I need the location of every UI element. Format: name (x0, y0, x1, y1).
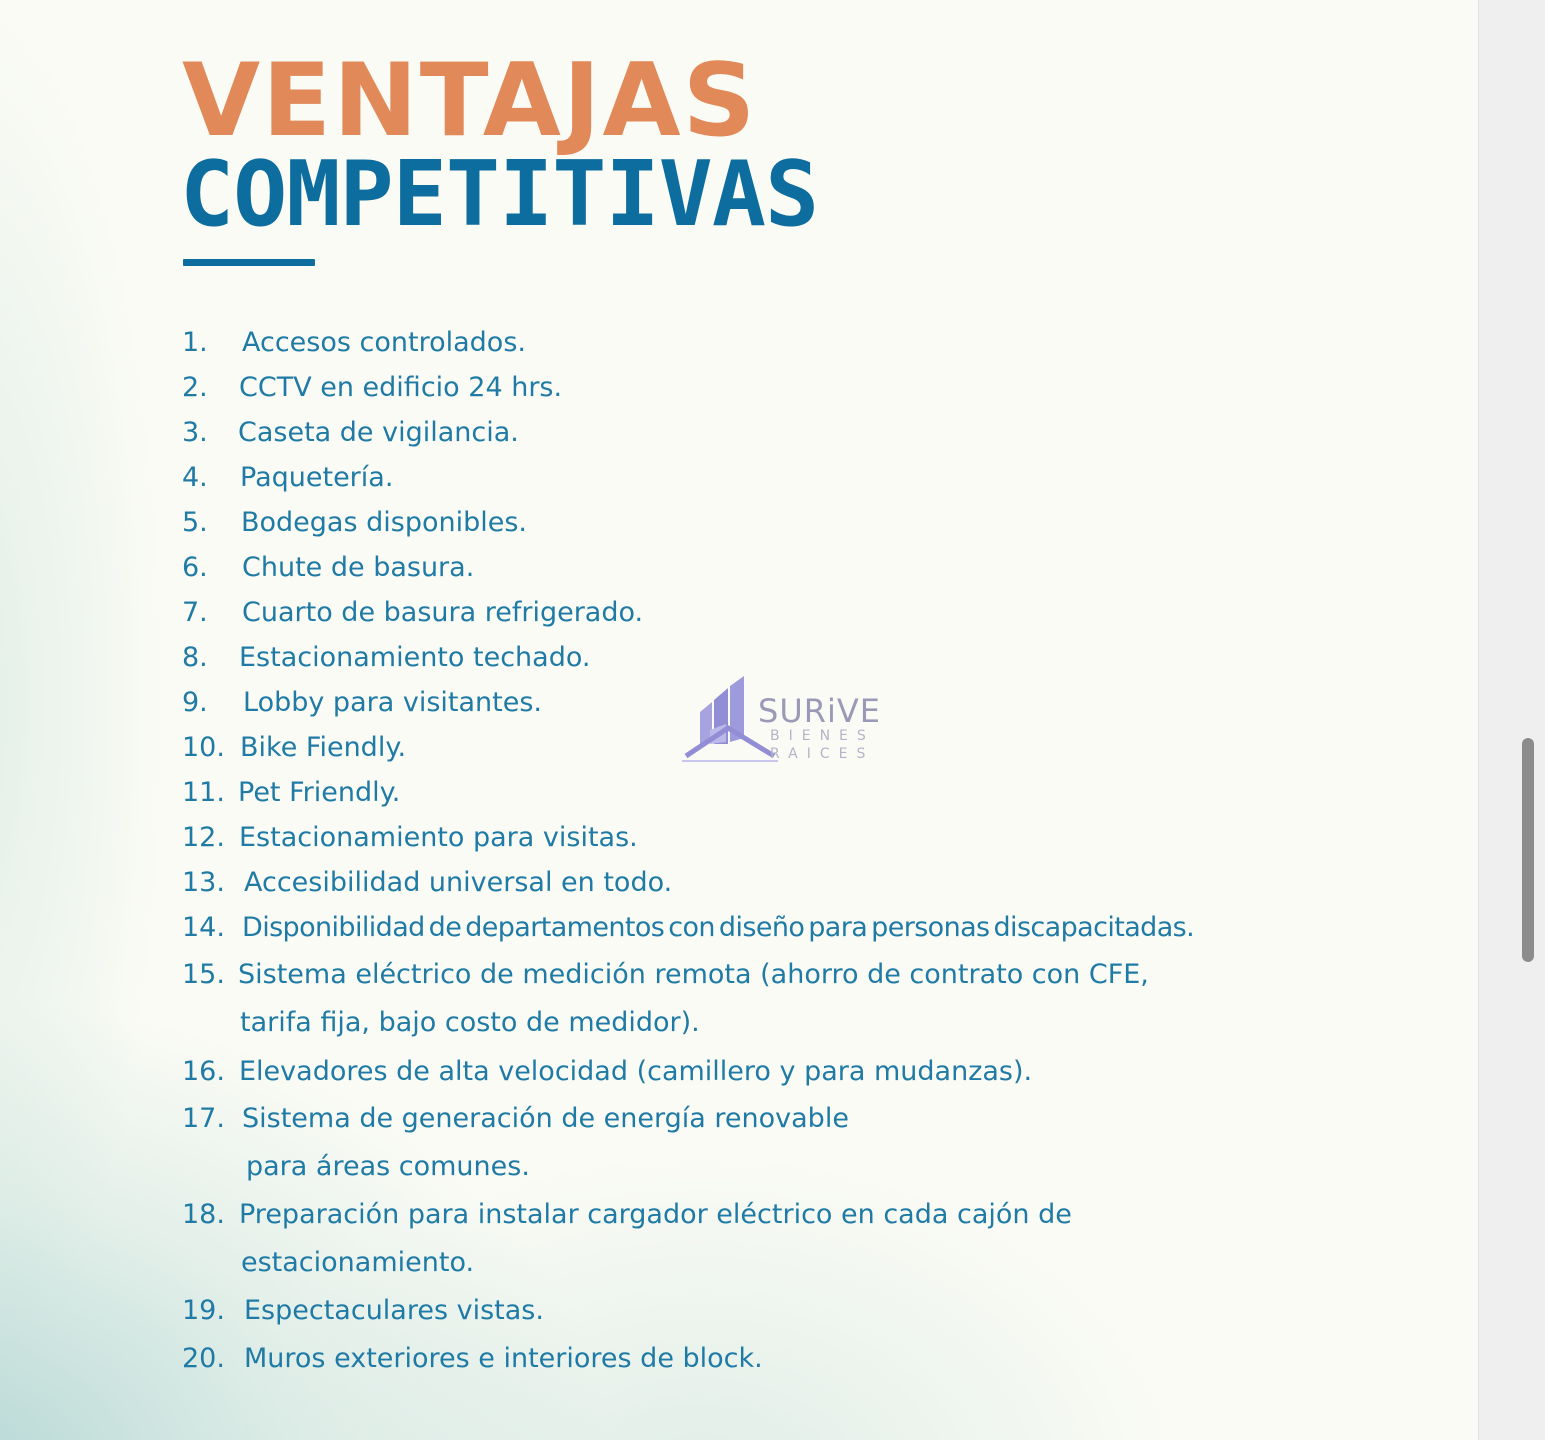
list-item-text: Bike Fiendly. (240, 732, 407, 763)
list-item-number: 5. (182, 507, 208, 538)
list-item-text: Accesos controlados. (242, 327, 526, 358)
list-item-continuation: para áreas comunes. (246, 1151, 530, 1182)
list-item-text: Sistema de generación de energía renovable (242, 1103, 849, 1134)
list-item-text: Caseta de vigilancia. (238, 417, 519, 448)
list-item-number: 3. (182, 417, 208, 448)
watermark-line-2: RAICES (770, 746, 875, 762)
list-item-number: 4. (182, 462, 208, 493)
list-item-number: 15. (182, 959, 225, 990)
list-item-number: 20. (182, 1343, 225, 1374)
list-item-number: 10. (182, 732, 225, 763)
list-item-number: 16. (182, 1056, 225, 1087)
list-item-text: Espectaculares vistas. (244, 1295, 544, 1326)
list-item-continuation: estacionamiento. (241, 1247, 475, 1278)
list-item-number: 18. (182, 1199, 225, 1230)
list-item-number: 7. (182, 597, 208, 628)
list-item-number: 17. (182, 1103, 225, 1134)
list-item-text: Disponibilidad de departamentos con diseño para personas discapacitadas. (242, 912, 1195, 943)
list-item-text: Elevadores de alta velocidad (camillero y para mudanzas). (239, 1056, 1033, 1087)
list-item-text: Paquetería. (240, 462, 394, 493)
list-item-text: Muros exteriores e interiores de block. (244, 1343, 763, 1374)
title-line-2: COMPETITIVAS (180, 142, 819, 247)
list-item-number: 1. (182, 327, 208, 358)
list-item-text: Cuarto de basura refrigerado. (242, 597, 644, 628)
list-item-text: CCTV en edificio 24 hrs. (239, 372, 563, 403)
list-item-continuation: tarifa fija, bajo costo de medidor). (240, 1007, 700, 1038)
list-item-text: Estacionamiento para visitas. (239, 822, 638, 853)
list-item-number: 14. (182, 912, 225, 943)
list-item-number: 2. (182, 372, 208, 403)
watermark-line-1: BIENES (770, 728, 875, 744)
list-item-text: Accesibilidad universal en todo. (244, 867, 673, 898)
list-item-number: 9. (182, 687, 208, 718)
watermark-brand: SURiVE (758, 692, 881, 730)
title-underline (183, 259, 315, 266)
list-item-text: Pet Friendly. (238, 777, 401, 808)
list-item-text: Estacionamiento techado. (239, 642, 591, 673)
scrollbar-track[interactable] (1478, 0, 1545, 1440)
scrollbar-thumb[interactable] (1522, 738, 1534, 962)
list-item-number: 8. (182, 642, 208, 673)
list-item-number: 6. (182, 552, 208, 583)
list-item-text: Preparación para instalar cargador eléctrico en cada cajón de (239, 1199, 1072, 1230)
list-item-number: 13. (182, 867, 225, 898)
list-item-text: Bodegas disponibles. (241, 507, 528, 538)
list-item-text: Chute de basura. (242, 552, 475, 583)
list-item-number: 11. (182, 777, 225, 808)
list-item-text: Lobby para visitantes. (243, 687, 542, 718)
title-line-1: VENTAJAS (182, 41, 758, 159)
list-item-text: Sistema eléctrico de medición remota (ahorro de contrato con CFE, (238, 959, 1149, 990)
list-item-number: 19. (182, 1295, 225, 1326)
list-item-number: 12. (182, 822, 225, 853)
